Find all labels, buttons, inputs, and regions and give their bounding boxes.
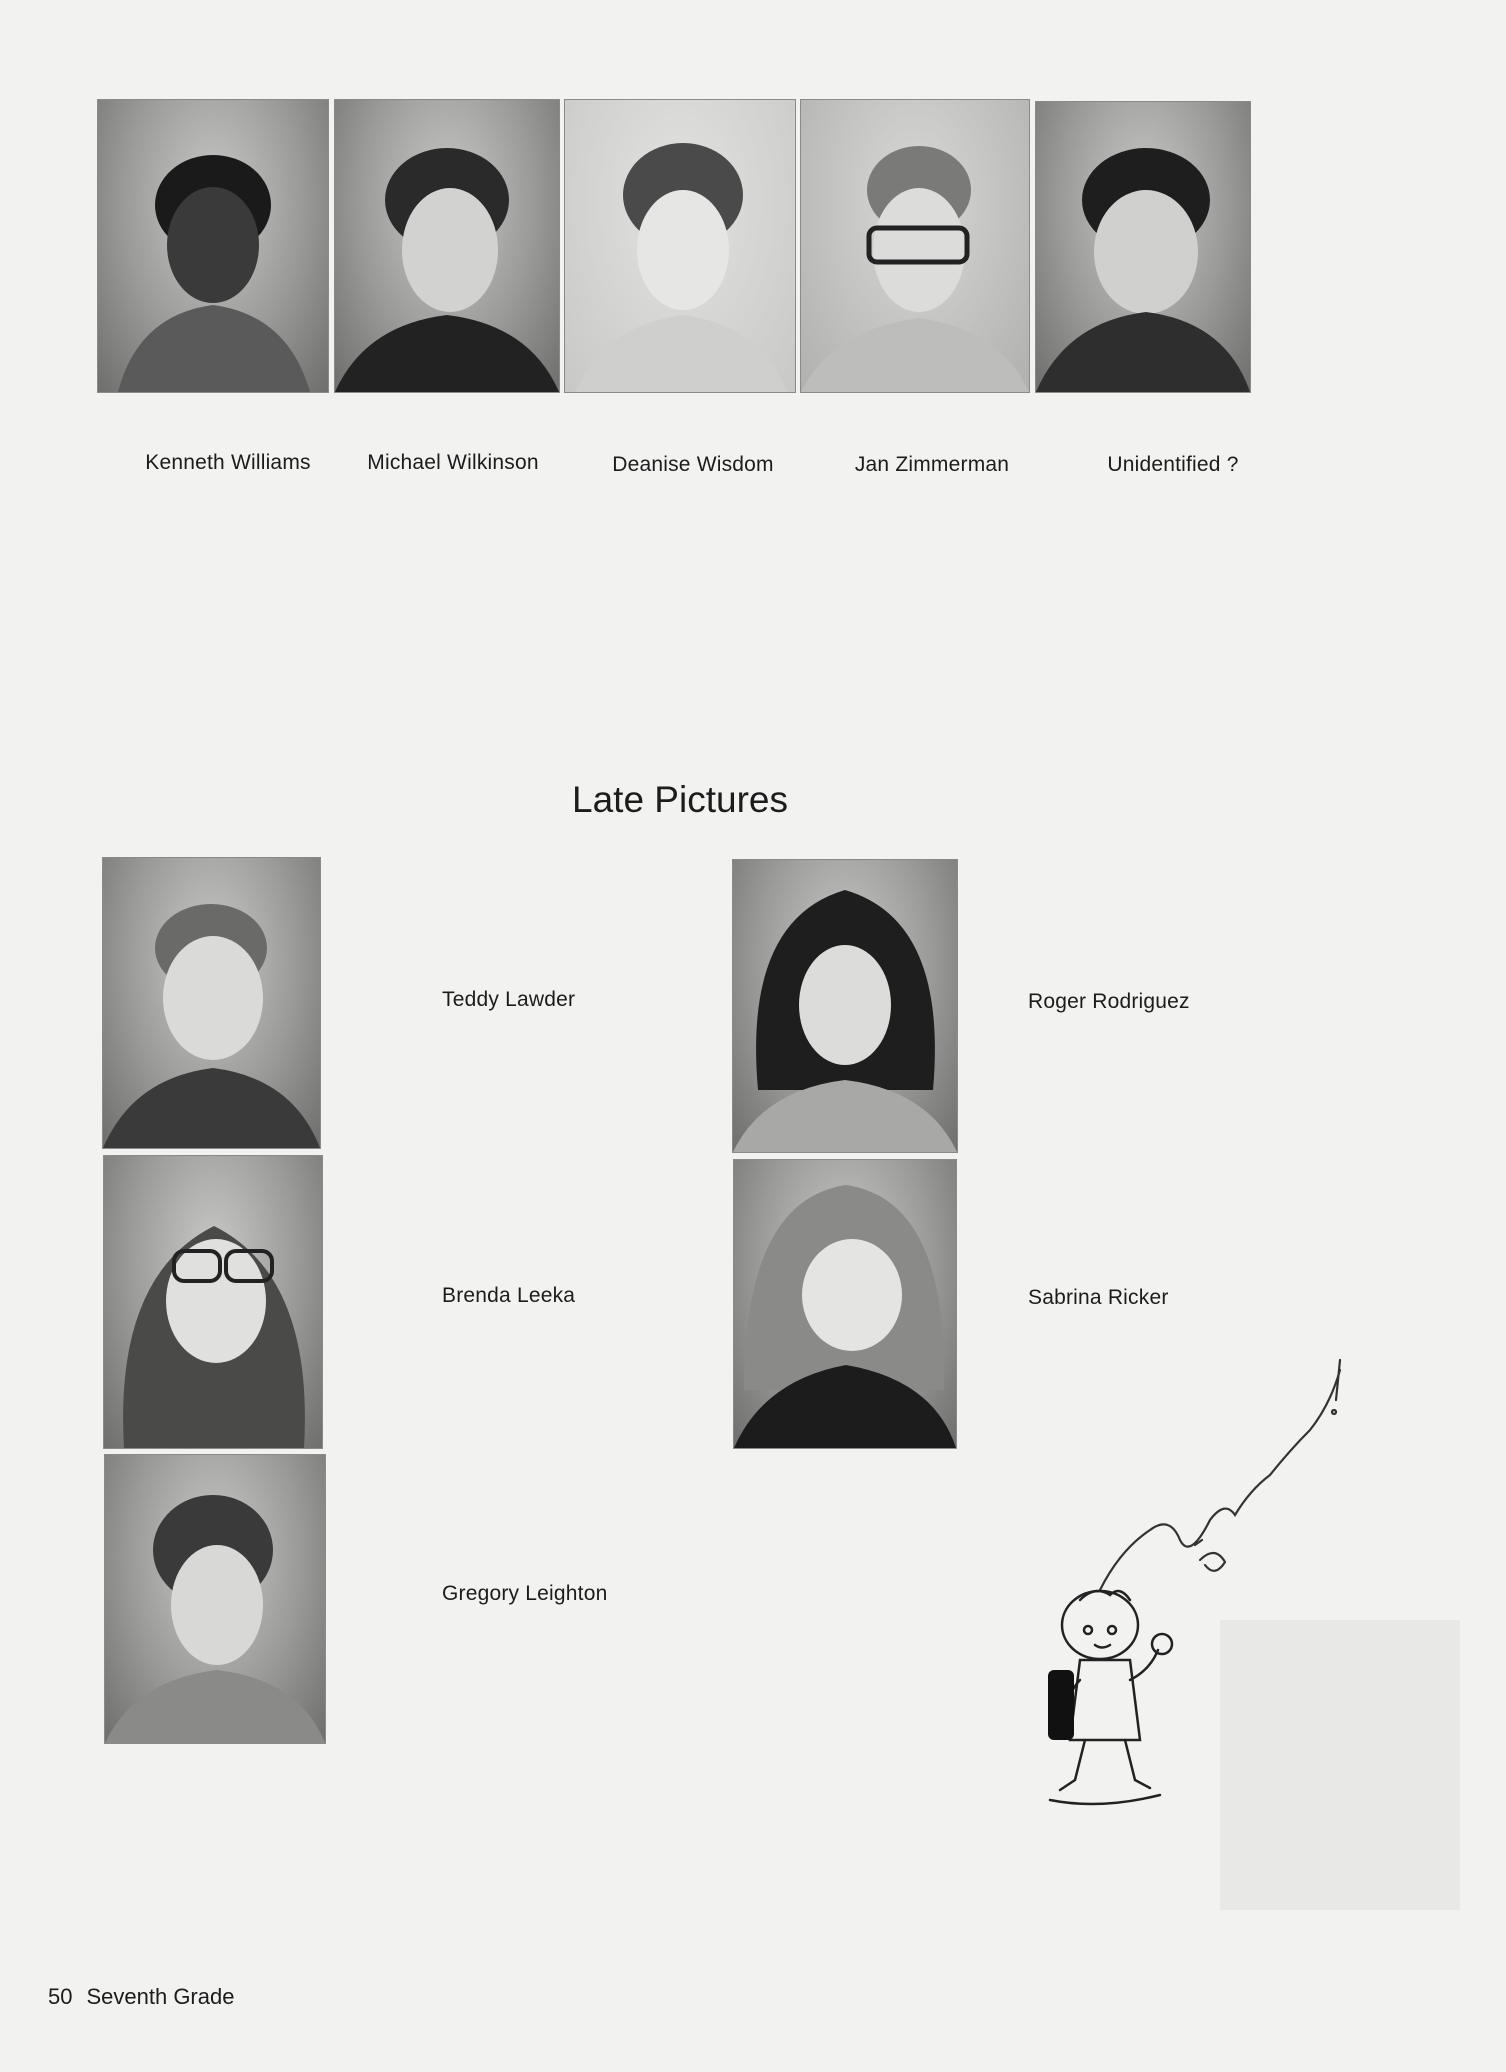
student-name: Jan Zimmerman [854, 453, 1010, 476]
student-name: Brenda Leeka [442, 1284, 576, 1307]
student-name: Deanise Wisdom [612, 453, 774, 476]
portrait-photo [104, 1156, 322, 1448]
portrait-photo [98, 100, 328, 392]
student-name: Sabrina Ricker [1028, 1286, 1169, 1309]
student-name: Kenneth Williams [145, 451, 311, 474]
page-footer [48, 1984, 248, 2010]
portrait-photo [105, 1455, 325, 1743]
portrait-photo [734, 1160, 956, 1448]
portrait-photo [565, 100, 795, 392]
student-name: Michael Wilkinson [367, 451, 539, 474]
portrait-photo [103, 858, 320, 1148]
portrait-photo [335, 100, 559, 392]
handwritten-note-and-cartoon [1040, 1300, 1360, 1860]
section-label: Seventh Grade [86, 1984, 235, 2009]
student-name: Unidentified ? [1107, 453, 1239, 476]
portrait-photo [801, 100, 1029, 392]
portrait-photo [1036, 102, 1250, 392]
student-name: Gregory Leighton [442, 1582, 608, 1605]
section-title: Late Pictures [572, 778, 788, 820]
page-number: 50 [48, 1984, 73, 2009]
student-name: Teddy Lawder [442, 988, 576, 1011]
student-name: Roger Rodriguez [1028, 990, 1190, 1013]
portrait-photo [733, 860, 957, 1152]
